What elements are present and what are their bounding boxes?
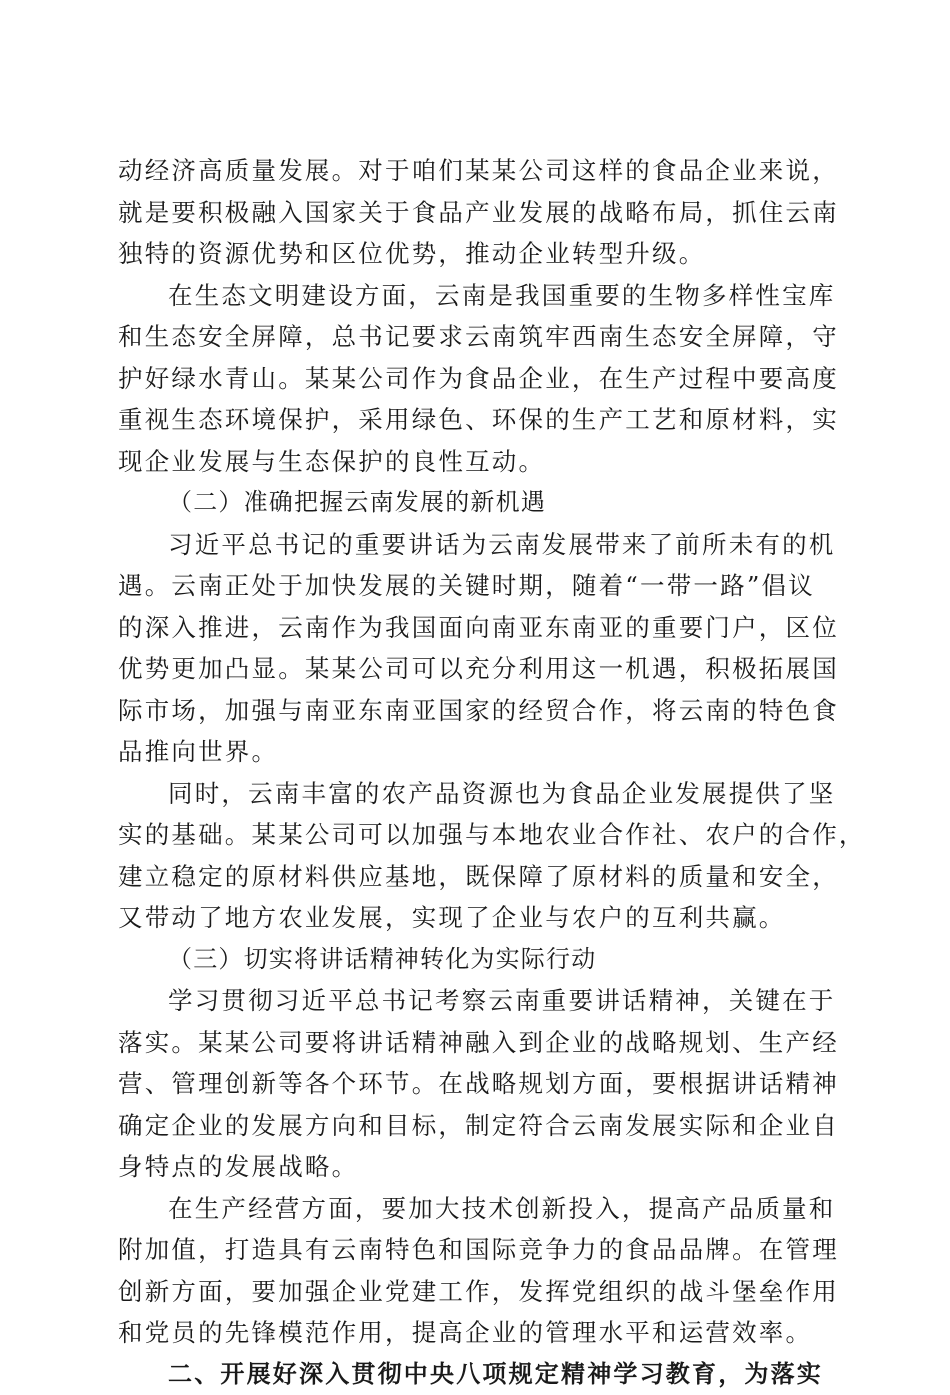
paragraph-line: 际市场，加强与南亚东南亚国家的经贸合作，将云南的特色食: [118, 690, 828, 732]
paragraph-line: 动经济高质量发展。对于咱们某某公司这样的食品企业来说，: [118, 150, 828, 192]
paragraph-line: 身特点的发展战略。: [118, 1146, 828, 1188]
paragraph-line: 创新方面，要加强企业党建工作，发挥党组织的战斗堡垒作用: [118, 1271, 828, 1313]
paragraph-line: 实的基础。某某公司可以加强与本地农业合作社、农户的合作，: [118, 814, 828, 856]
paragraph-line: 又带动了地方农业发展，实现了企业与农户的互利共赢。: [118, 897, 828, 939]
paragraph-first-line: 在生产经营方面，要加大技术创新投入，提高产品质量和: [118, 1188, 828, 1230]
paragraph-line: 营、管理创新等各个环节。在战略规划方面，要根据讲话精神: [118, 1063, 828, 1105]
paragraph-line: 优势更加凸显。某某公司可以充分利用这一机遇，积极拓展国: [118, 648, 828, 690]
chapter-heading: 二、开展好深入贯彻中央八项规定精神学习教育，为落实: [118, 1354, 828, 1395]
paragraph-line: 建立稳定的原材料供应基地，既保障了原材料的质量和安全，: [118, 856, 828, 898]
paragraph-first-line: 同时，云南丰富的农产品资源也为食品企业发展提供了坚: [118, 773, 828, 815]
paragraph-line: 遇。云南正处于加快发展的关键时期，随着“一带一路”倡议: [118, 565, 828, 607]
paragraph-line: 附加值，打造具有云南特色和国际竞争力的食品品牌。在管理: [118, 1229, 828, 1271]
section-heading: （二）准确把握云南发展的新机遇: [118, 482, 828, 524]
document-page: [118, 150, 828, 1395]
paragraph-line: 和党员的先锋模范作用，提高企业的管理水平和运营效率。: [118, 1312, 828, 1354]
section-heading: （三）切实将讲话精神转化为实际行动: [118, 939, 828, 981]
paragraph-line: 和生态安全屏障，总书记要求云南筑牢西南生态安全屏障，守: [118, 316, 828, 358]
paragraph-line: 现企业发展与生态保护的良性互动。: [118, 441, 828, 483]
paragraph-line: 确定企业的发展方向和目标，制定符合云南发展实际和企业自: [118, 1105, 828, 1147]
paragraph-line: 就是要积极融入国家关于食品产业发展的战略布局，抓住云南: [118, 192, 828, 234]
paragraph-first-line: 习近平总书记的重要讲话为云南发展带来了前所未有的机: [118, 524, 828, 566]
paragraph-line: 的深入推进，云南作为我国面向南亚东南亚的重要门户，区位: [118, 607, 828, 649]
paragraph-line: 品推向世界。: [118, 731, 828, 773]
paragraph-first-line: 学习贯彻习近平总书记考察云南重要讲话精神，关键在于: [118, 980, 828, 1022]
paragraph-line: 独特的资源优势和区位优势，推动企业转型升级。: [118, 233, 828, 275]
paragraph-line: 护好绿水青山。某某公司作为食品企业，在生产过程中要高度: [118, 358, 828, 400]
paragraph-first-line: 在生态文明建设方面，云南是我国重要的生物多样性宝库: [118, 275, 828, 317]
paragraph-line: 落实。某某公司要将讲话精神融入到企业的战略规划、生产经: [118, 1022, 828, 1064]
paragraph-line: 重视生态环境保护，采用绿色、环保的生产工艺和原材料，实: [118, 399, 828, 441]
